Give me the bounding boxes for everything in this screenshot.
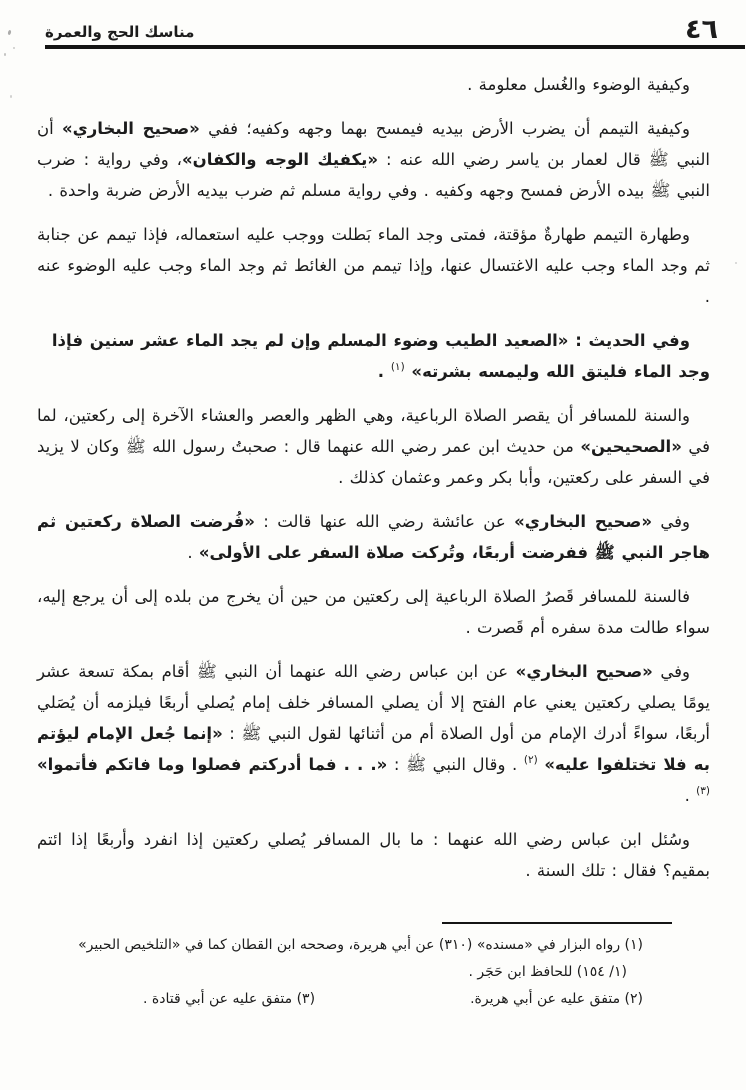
page-header bbox=[0, 0, 746, 43]
paragraph-wudu-ghusl-known bbox=[37, 69, 710, 100]
text-segment: والسنة للمسافر أن يقصر الصلاة الرباعية، وهي الظهر والعصر والعشاء الآخرة إلى ركعتين، لما في bbox=[37, 406, 710, 456]
book-reference-bukhari: «صحيح البخاري» bbox=[514, 512, 653, 531]
text-segment: وفي bbox=[652, 512, 690, 531]
footnotes-section bbox=[0, 922, 746, 1013]
hadith-quote: «. . . فما أدركتم فصلوا وما فاتكم فأتموا» bbox=[37, 755, 388, 774]
text-segment: عن ابن عباس رضي الله عنهما أن النبي ﷺ أقام بمكة تسعة عشر يومًا يصلي ركعتين يعني عام الفتح إلا أن يصلي المسافر خلف إمام يُصلي أربعًا فيلزمه أن يُصَلي أربعًا، سواءً أدرك الإمام من أول الصلاة أم من أثنائها لقول النبي ﷺ : bbox=[37, 662, 710, 743]
text-segment: . وقال النبي ﷺ : bbox=[387, 755, 524, 774]
footnote-row bbox=[38, 986, 643, 1013]
page-number: ٤٦ bbox=[685, 14, 718, 45]
footnote-1-line-1: (١) رواه البزار في «مسنده» (٣١٠) عن أبي هريرة، وصححه ابن القطان كما في «التلخيص الحبير» bbox=[78, 937, 643, 953]
hadith-quote: «فُرضت الصلاة ركعتين ثم هاجر النبي ﷺ ففرضت أربعًا، وتُركت صلاة السفر على الأولى» bbox=[37, 512, 710, 562]
paragraph-tayammum-temporary bbox=[37, 219, 710, 312]
book-reference-bukhari: «صحيح البخاري» bbox=[515, 662, 653, 681]
text-segment: وكيفية التيمم أن يضرب الأرض بيديه فيمسح بهما وجهه وكفيه؛ ففي bbox=[199, 119, 690, 138]
text-segment: ، وفي رواية : ضرب النبي ﷺ بيده الأرض فمسح وجهه وكفيه . وفي رواية مسلم ثم ضرب بيديه الأرض ضربة واحدة . bbox=[37, 150, 710, 200]
footnote-1-line-2: (١/ ١٥٤) للحافظ ابن حَجَر . bbox=[468, 964, 627, 980]
text-segment: فالسنة للمسافر قَصرُ الصلاة الرباعية إلى ركعتين من حين أن يخرج من بلده إلى أن يرجع إليه، سواء طالت مدة سفره أم قَصرت . bbox=[37, 587, 710, 637]
hadith-quote: «إنما جُعل الإمام ليؤتم به فلا تختلفوا عليه» bbox=[37, 724, 711, 774]
scan-speck bbox=[10, 95, 12, 98]
book-reference-sahihain: «الصحيحين» bbox=[580, 437, 682, 456]
page-body bbox=[37, 69, 710, 886]
text-segment: أن النبي ﷺ قال لعمار بن ياسر رضي الله عنه : bbox=[37, 119, 710, 169]
scan-speck bbox=[735, 262, 737, 264]
footnote-3: (٣) متفق عليه عن أبي قتادة . bbox=[143, 991, 316, 1007]
text-segment: وطهارة التيمم طهارةٌ مؤقتة، فمتى وجد الماء بَطلت ووجب عليه استعماله، فإذا تيمم عن جنابة ثم وجد الماء وجب عليه الاغتسال عنها، وإذا تيمم من الغائط ثم وجد الماء وجب عليه الوضوء عنه . bbox=[37, 225, 710, 306]
footnote-block bbox=[38, 932, 643, 1013]
text-segment: وفي الحديث : bbox=[568, 331, 690, 350]
book-reference-bukhari: «صحيح البخاري» bbox=[61, 119, 200, 138]
paragraph-qasr-sunnah bbox=[37, 400, 710, 493]
header-rule bbox=[45, 45, 745, 49]
scan-speck bbox=[4, 53, 6, 56]
text-segment: عن عائشة رضي الله عنها قالت : bbox=[254, 512, 515, 531]
text-segment: . bbox=[684, 786, 697, 805]
paragraph-tayammum-method bbox=[37, 113, 710, 206]
text-segment: من حديث ابن عمر رضي الله عنهما قال : صحبتُ رسول الله ﷺ وكان لا يزيد في السفر على ركعتين، وأبا بكر وعمر وعثمان كذلك . bbox=[37, 437, 710, 487]
footnote-marker-2: (٢) bbox=[523, 754, 538, 766]
paragraph-ibn-abbas-mecca bbox=[37, 656, 710, 811]
footnote-marker-3: (٣) bbox=[696, 785, 710, 797]
hadith-quote: «الصعيد الطيب وضوء المسلم وإن لم يجد الماء عشر سنين فإذا وجد الماء فليتق الله وليمسه بشرته» bbox=[51, 331, 710, 381]
paragraph-aisha-narration bbox=[37, 506, 710, 568]
paragraph-qasr-duration bbox=[37, 581, 710, 643]
text-segment: وكيفية الوضوء والغُسل معلومة . bbox=[467, 75, 690, 94]
hadith-quote: «يكفيك الوجه والكفان» bbox=[182, 150, 378, 169]
footnote-separator bbox=[442, 922, 672, 924]
paragraph-ibn-abbas-question bbox=[37, 824, 710, 886]
scan-speck bbox=[13, 47, 15, 49]
text-segment: . bbox=[187, 543, 199, 562]
text-segment: وسُئل ابن عباس رضي الله عنهما : ما بال المسافر يُصلي ركعتين إذا انفرد وأربعًا إذا ائتم بمقيم؟ فقال : تلك السنة . bbox=[37, 830, 710, 880]
text-segment: . bbox=[377, 362, 391, 381]
footnote-2: (٢) متفق عليه عن أبي هريرة. bbox=[470, 991, 643, 1007]
footnote-marker-1: (١) bbox=[390, 361, 405, 373]
text-segment: وفي bbox=[652, 662, 690, 681]
paragraph-hadith-saeed bbox=[37, 325, 710, 387]
book-title: مناسك الحج والعمرة bbox=[45, 23, 195, 41]
